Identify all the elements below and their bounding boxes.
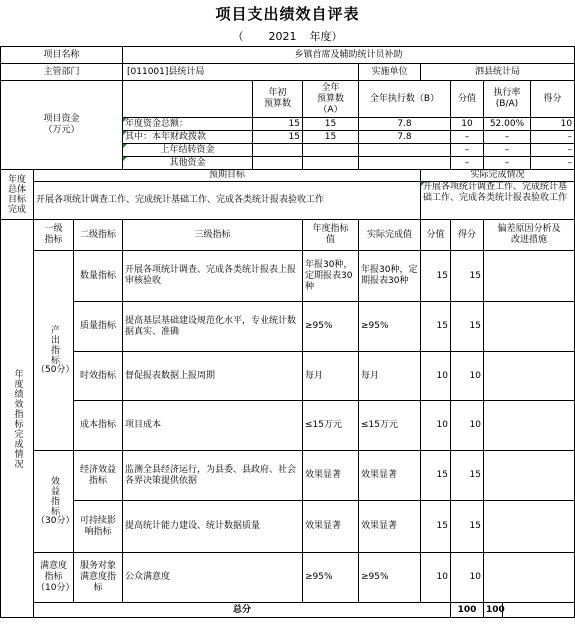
funds-label: 项目资金 （万元）: [1, 81, 123, 170]
indicator-level3: 提高统计能力建设、统计数据质量: [123, 501, 303, 553]
effect-group-name: 效益指标: [49, 476, 59, 516]
indicator-level3: 督促报表数据上报周期: [123, 352, 303, 401]
satisfaction-group-name: 满意度指标: [39, 561, 67, 582]
indicator-target: 年报30种，定期报表30种: [303, 251, 359, 302]
indicator-target: ≥95%: [303, 302, 359, 352]
goals-label: 年度 总体 目标 完成: [1, 170, 34, 220]
year-value: 2021: [268, 30, 297, 43]
indicator-actual: 每月: [359, 352, 421, 401]
target-header: 年度指标 值: [303, 220, 359, 251]
indicator-level3: 项目成本: [123, 401, 303, 451]
project-name-label: 项目名称: [1, 47, 123, 64]
output-indicator-group: [34, 251, 74, 451]
indicator-actual: 效果显著: [359, 451, 421, 501]
fund-row-initial: [253, 144, 303, 157]
indicator-got: 15: [451, 251, 484, 302]
expected-goal-header: 预期目标: [34, 170, 421, 182]
satisfaction-indicator-group: [34, 553, 74, 603]
indicator-actual: 效果显著: [359, 501, 421, 553]
indicator-level2: 可持续影 响指标: [74, 501, 123, 553]
level2-header: 二级指标: [74, 220, 123, 251]
indicator-score: 15: [421, 451, 451, 501]
indicator-score: 10: [421, 401, 451, 451]
effect-group-score: （30分）: [36, 516, 75, 526]
indicator-side-label-text: 年度绩效指标完成情况: [12, 368, 23, 469]
year-line: [0, 28, 575, 46]
indicator-level2: 服务对象 满意度指 标: [74, 553, 123, 603]
indicator-actual: ≥95%: [359, 302, 421, 352]
indicator-reason: [484, 251, 575, 302]
fund-row-executed: [359, 144, 451, 157]
actual-completion-header: 实际完成情况: [421, 170, 575, 182]
indicator-level2: 成本指标: [74, 401, 123, 451]
indicator-actual: 年报30种，定期报表30种: [359, 251, 421, 302]
indicator-reason: [484, 302, 575, 352]
indicator-level3: 提高基层基础建设规范化水平，专业统计数据真实、准确: [123, 302, 303, 352]
indicator-reason: [484, 501, 575, 553]
actual-header: 实际完成值: [359, 220, 421, 251]
fund-row-full-year: 15: [303, 118, 359, 131]
indicator-score: 15: [421, 302, 451, 352]
got-header: 得分: [451, 220, 484, 251]
indicator-target: 效果显著: [303, 451, 359, 501]
department-row: [1, 64, 575, 81]
score-header: 分值: [421, 220, 451, 251]
total-row: [1, 603, 575, 618]
evaluation-table: [0, 46, 575, 618]
indicator-target: 效果显著: [303, 501, 359, 553]
indicator-target: 每月: [303, 352, 359, 401]
indicator-got: 10: [451, 401, 484, 451]
page-title: 项目支出绩效自评表: [215, 5, 360, 23]
fund-row-got: –: [531, 144, 575, 157]
indicator-target: ≤15万元: [303, 401, 359, 451]
output-group-name: 产出指标: [49, 325, 59, 365]
actual-completion-text: 开展各项统计调查工作、完成统计基础工作、完成各类统计报表验收工作: [421, 182, 575, 220]
indicator-score: 10: [421, 553, 451, 603]
funds-header-blank: [123, 81, 253, 118]
fund-row-full-year: 15: [303, 131, 359, 144]
indicator-got: 10: [451, 553, 484, 603]
indicator-row: [1, 553, 575, 603]
full-year-budget-header: 全年 预算数 （A）: [303, 81, 359, 118]
fund-row-initial: 15: [253, 131, 303, 144]
reason-header: 偏差原因分析及 改进措施: [484, 220, 575, 251]
indicator-got: 15: [451, 302, 484, 352]
indicator-score: 15: [421, 501, 451, 553]
fund-row-executed: 7.8: [359, 118, 451, 131]
indicator-row: [1, 501, 575, 553]
satisfaction-group-score: （10分）: [36, 583, 75, 593]
indicator-row: [1, 302, 575, 352]
project-name-row: [1, 47, 575, 64]
fund-got-header: 得分: [531, 81, 575, 118]
implementing-unit-value: 泗县统计局: [421, 64, 575, 81]
indicator-level2: 质量指标: [74, 302, 123, 352]
fund-row-score: –: [451, 131, 484, 144]
fund-row-name: 上年结转资金: [123, 144, 253, 157]
department-label: 主管部门: [1, 64, 123, 81]
total-label: 总分: [34, 603, 451, 618]
indicator-reason: [484, 451, 575, 501]
fund-score-header: 分值: [451, 81, 484, 118]
output-group-score: （50分）: [36, 365, 75, 375]
indicator-header-row: [1, 220, 575, 251]
indicator-target: ≥95%: [303, 553, 359, 603]
indicator-reason: [484, 401, 575, 451]
total-got: 100: [484, 603, 503, 618]
project-name-value: 乡镇首席及辅助统计员补助: [123, 47, 575, 64]
executed-header: 全年执行数（B）: [359, 81, 451, 118]
total-score: 100: [451, 603, 484, 618]
fund-row-rate: 52.00%: [484, 118, 531, 131]
indicator-level3: 监测全县经济运行，为县委、县政府、社会各界决策提供依据: [123, 451, 303, 501]
fund-row-rate: –: [484, 131, 531, 144]
indicator-row: [1, 352, 575, 401]
goals-header-row: [1, 170, 575, 182]
year-label: 年度）: [309, 30, 343, 43]
fund-row-score: –: [451, 157, 484, 170]
fund-row-rate: –: [484, 144, 531, 157]
indicator-row: [1, 451, 575, 501]
fund-row-got: 10: [531, 118, 575, 131]
funds-header-row: [1, 81, 575, 118]
execution-rate-header: 执行率 (B/A): [484, 81, 531, 118]
level1-header: 一级 指标: [34, 220, 74, 251]
goals-content-row: [1, 182, 575, 220]
expected-goal-text: 开展各项统计调查工作、完成统计基础工作、完成各类统计报表验收工作: [34, 182, 421, 220]
indicator-side-label: [1, 220, 34, 618]
fund-row-executed: 7.8: [359, 131, 451, 144]
indicator-level2: 数量指标: [74, 251, 123, 302]
fund-row-score: –: [451, 144, 484, 157]
fund-row-got: –: [531, 157, 575, 170]
total-blank: [503, 603, 575, 618]
fund-row-initial: 15: [253, 118, 303, 131]
fund-row-score: 10: [451, 118, 484, 131]
fund-row-executed: [359, 157, 451, 170]
fund-row-full-year: [303, 144, 359, 157]
effect-indicator-group: [34, 451, 74, 553]
indicator-reason: [484, 553, 575, 603]
indicator-reason: [484, 352, 575, 401]
indicator-level2: 时效指标: [74, 352, 123, 401]
indicator-level3: 公众满意度: [123, 553, 303, 603]
initial-budget-header: 年初 预算数: [253, 81, 303, 118]
indicator-score: 15: [421, 251, 451, 302]
fund-row-got: –: [531, 131, 575, 144]
indicator-got: 15: [451, 501, 484, 553]
indicator-actual: ≤15万元: [359, 401, 421, 451]
department-value: [011001]县统计局: [123, 64, 359, 81]
fund-row-rate: –: [484, 157, 531, 170]
fund-row-initial: [253, 157, 303, 170]
indicator-row: [1, 251, 575, 302]
year-open: （: [232, 30, 244, 43]
indicator-got: 15: [451, 451, 484, 501]
indicator-got: 10: [451, 352, 484, 401]
fund-row-name: 其他资金: [123, 157, 253, 170]
indicator-actual: ≥95%: [359, 553, 421, 603]
indicator-row: [1, 401, 575, 451]
fund-row-name: 其中：本年财政拨款: [123, 131, 253, 144]
implementing-unit-label: 实施单位: [359, 64, 421, 81]
fund-row-name: 年度资金总额：: [123, 118, 253, 131]
level3-header: 三级指标: [123, 220, 303, 251]
fund-row-full-year: [303, 157, 359, 170]
indicator-level2: 经济效益 指标: [74, 451, 123, 501]
indicator-score: 10: [421, 352, 451, 401]
indicator-level3: 开展各项统计调查、完成各类统计报表上报审核验收: [123, 251, 303, 302]
